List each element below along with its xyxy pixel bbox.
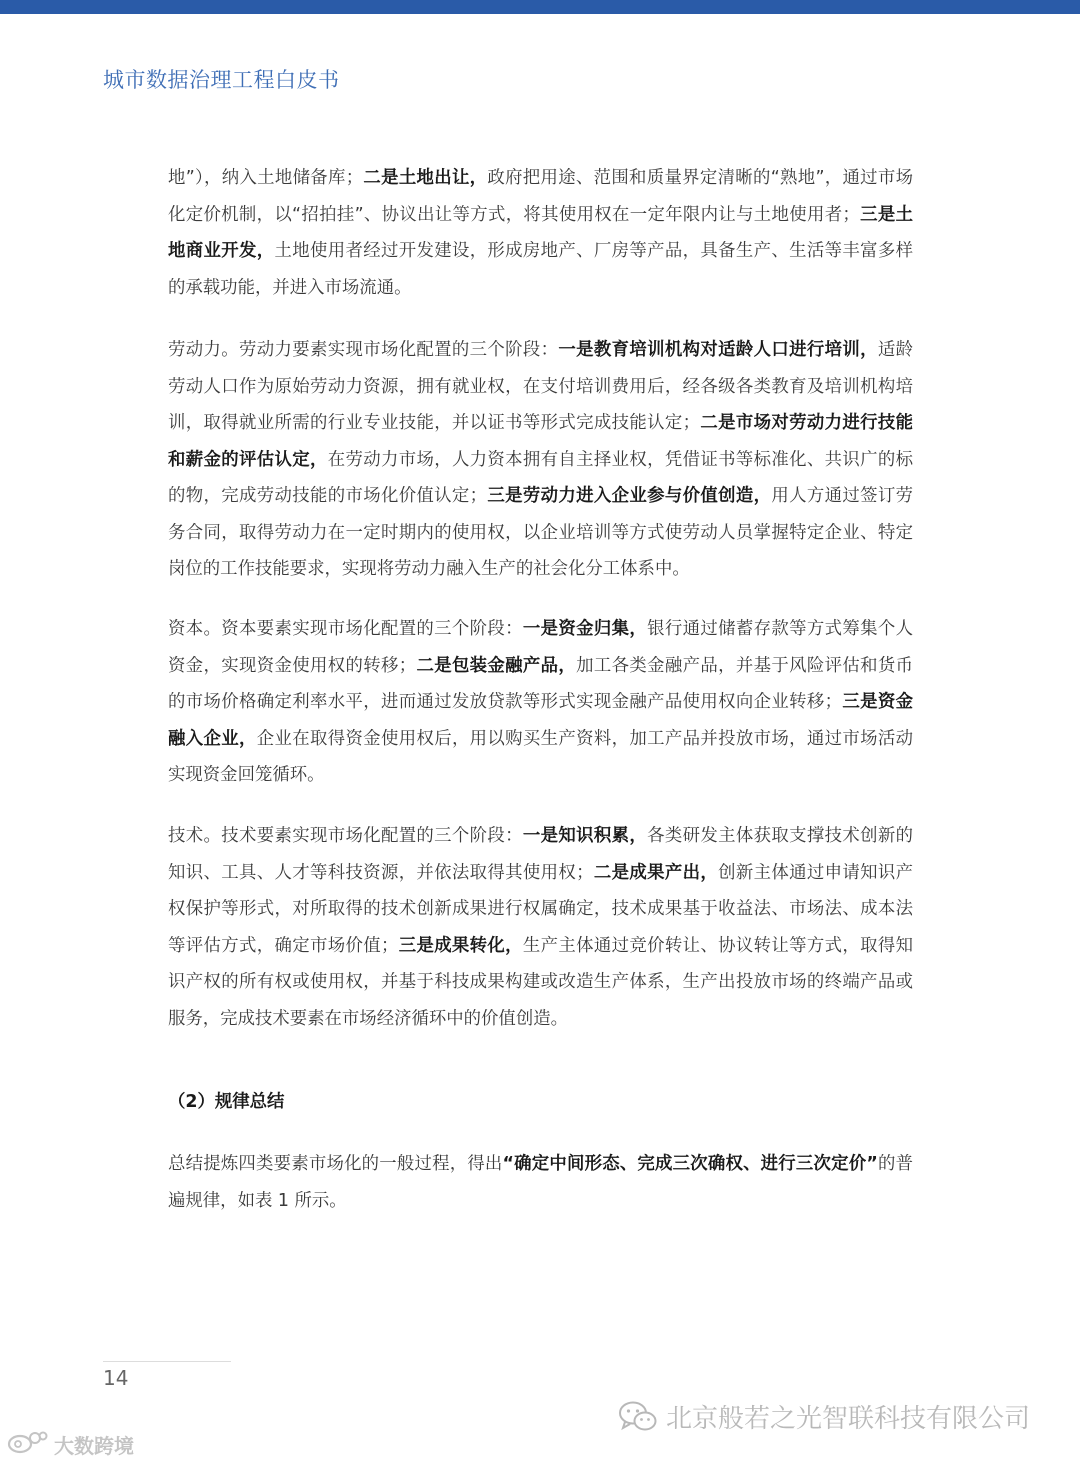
paragraph-labor	[168, 332, 913, 588]
text-run: 政府把用途、范围和质量界定清晰的“熟地”，通过市场化定价机制，以“招拍挂”、协议出让等方式，将其使用权在一定年限内让与土地使用者；	[168, 168, 913, 225]
text-run: 的普遍规律，如表 1 所示。	[168, 1154, 913, 1211]
text-run: 技术。技术要素实现市场化配置的三个阶段：	[168, 826, 523, 846]
paragraph-capital	[168, 611, 913, 794]
text-run: 各类研发主体获取支撑技术创新的知识、工具、人才等科技资源，并依法取得其使用权；	[168, 826, 913, 883]
bold-phrase: 一是知识积累，	[522, 826, 648, 846]
text-run: 资本。资本要素实现市场化配置的三个阶段：	[168, 619, 523, 639]
paragraph-technology	[168, 818, 913, 1037]
wechat-watermark	[618, 1398, 1030, 1435]
bold-phrase: 三是劳动力进入企业参与价值创造，	[487, 486, 772, 506]
top-accent-bar	[0, 0, 1080, 14]
page-number: 14	[103, 1366, 129, 1390]
bold-phrase: 三是资金融入企业，	[168, 692, 913, 749]
watermark-company-name: 北京般若之光智联科技有限公司	[666, 1404, 1031, 1434]
bold-phrase: 一是资金归集，	[522, 619, 648, 639]
text-run: 总结提炼四类要素市场化的一般过程，得出	[168, 1154, 503, 1174]
footer-divider	[103, 1361, 231, 1362]
bold-phrase: 一是教育培训机构对适龄人口进行培训，	[558, 340, 878, 360]
text-run: 在劳动力市场，人力资本拥有自主择业权，凭借证书等标准化、共识广的标的物，完成劳动技能的市场化价值认定；	[168, 449, 913, 506]
brand-watermark	[6, 1428, 134, 1461]
document-title: 城市数据治理工程白皮书	[103, 68, 340, 92]
text-run: 劳动力。劳动力要素实现市场化配置的三个阶段：	[168, 340, 559, 360]
bold-phrase: 二是包装金融产品，	[416, 655, 577, 676]
text-run: 地”），纳入土地储备库；	[168, 168, 364, 188]
bold-phrase: 三是成果转化，	[398, 935, 523, 956]
text-run: 用人方通过签订劳务合同，取得劳动力在一定时期内的使用权，以企业培训等方式使劳动人员掌握特定企业、特定岗位的工作技能要求，实现将劳动力融入生产的社会化分工体系中。	[168, 486, 913, 579]
text-run: 加工各类金融产品，并基于风险评估和货币的市场价格确定利率水平，进而通过发放贷款等形式实现金融产品使用权向企业转移；	[168, 655, 913, 712]
text-run: 银行通过储蓄存款等方式筹集个人资金，实现资金使用权的转移；	[168, 619, 913, 676]
text-run: 企业在取得资金使用权后，用以购买生产资料，加工产品并投放市场，通过市场活动实现资金回笼循环。	[168, 728, 913, 785]
text-run: 生产主体通过竞价转让、协议转让等方式，取得知识产权的所有权或使用权，并基于科技成果构建或改造生产体系，生产出投放市场的终端产品或服务，完成技术要素在市场经济循环中的价值创造。	[168, 935, 913, 1029]
bold-phrase: 二是土地出让，	[363, 168, 488, 188]
bold-phrase: “确定中间形态、完成三次确权、进行三次定价”	[502, 1154, 878, 1174]
paragraph-summary	[168, 1146, 913, 1219]
watermark-brand-name: 大数跨境	[54, 1434, 134, 1458]
weibo-icon	[6, 1428, 48, 1461]
text-run: 创新主体通过申请知识产权保护等形式，对所取得的技术创新成果进行权属确定，技术成果基于收益法、市场法、成本法等评估方式，确定市场价值；	[168, 862, 913, 956]
bold-phrase: 二是成果产出，	[593, 862, 719, 883]
bold-phrase: 三是土地商业开发，	[168, 204, 913, 261]
text-run: 适龄劳动人口作为原始劳动力资源，拥有就业权，在支付培训费用后，经各级各类教育及培训机构培训，取得就业所需的行业专业技能，并以证书等形式完成技能认定；	[168, 340, 913, 433]
wechat-icon	[618, 1400, 658, 1434]
text-run: 土地使用者经过开发建设，形成房地产、厂房等产品，具备生产、生活等丰富多样的承载功能，并进入市场流通。	[168, 241, 913, 298]
paragraph-land	[168, 160, 913, 306]
bold-phrase: 二是市场对劳动力进行技能和薪金的评估认定，	[168, 413, 913, 470]
section-heading: （2）规律总结	[168, 1092, 285, 1112]
